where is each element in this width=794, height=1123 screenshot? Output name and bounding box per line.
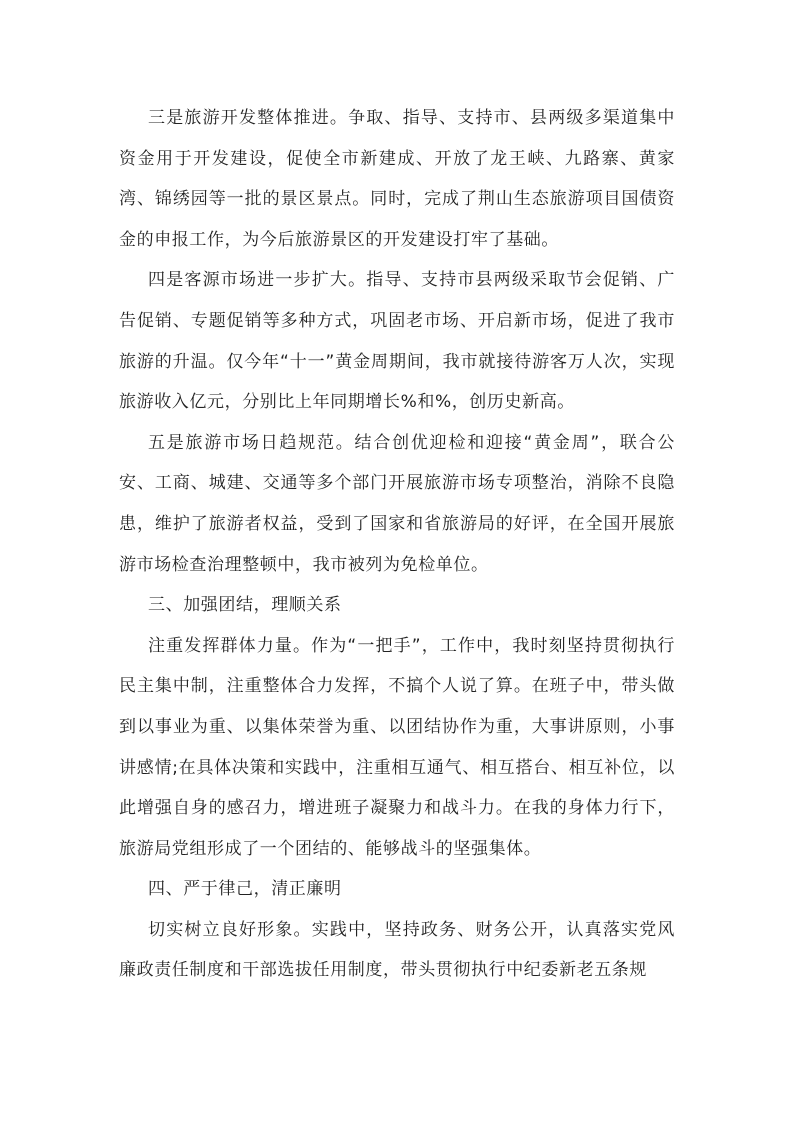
section-heading-unity: 三、加强团结，理顺关系 — [148, 595, 342, 616]
paragraph-visitor-market: 四是客源市场进一步扩大。指导、支持市县两级采取节会促销、广告促销、专题促销等多种方式，巩固老市场、开启新市场，促进了我市旅游的升温。仅今年“十一”黄金周期间，我市就接待游客万人次，实现旅游收入亿元，分别比上年同期增长%和%，创历史新高。 — [119, 270, 675, 413]
document-body — [119, 98, 675, 991]
paragraph-tourism-development: 三是旅游开发整体推进。争取、指导、支持市、县两级多渠道集中资金用于开发建设，促使全市新建成、开放了龙王峡、九路寨、黄家湾、锦绣园等一批的景区景点。同时，完成了荆山生态旅游项目国债资金的申报工作，为今后旅游景区的开发建设打牢了基础。 — [119, 108, 675, 250]
paragraph-collective-strength: 注重发挥群体力量。作为“一把手”，工作中，我时刻坚持贯彻执行民主集中制，注重整体合力发挥，不搞个人说了算。在班子中，带头做到以事业为重、以集体荣誉为重、以团结协作为重，大事讲原则，小事讲感情;在具体决策和实践中，注重相互通气、相互搭台、相互补位，以此增强自身的感召力，增进班子凝聚力和战斗力。在我的身体力行下，旅游局党组形成了一个团结的、能够战斗的坚强集体。 — [119, 635, 675, 859]
paragraph-good-image: 切实树立良好形象。实践中，坚持政务、财务公开，认真落实党风廉政责任制度和干部选拔任用制度，带头贯彻执行中纪委新老五条规 — [119, 919, 675, 981]
section-heading-integrity: 四、严于律己，清正廉明 — [148, 879, 342, 900]
paragraph-market-regulation: 五是旅游市场日趋规范。结合创优迎检和迎接“黄金周”，联合公安、工商、城建、交通等多个部门开展旅游市场专项整治，消除不良隐患，维护了旅游者权益，受到了国家和省旅游局的好评，在全国开展旅游市场检查治理整顿中，我市被列为免检单位。 — [119, 432, 675, 575]
